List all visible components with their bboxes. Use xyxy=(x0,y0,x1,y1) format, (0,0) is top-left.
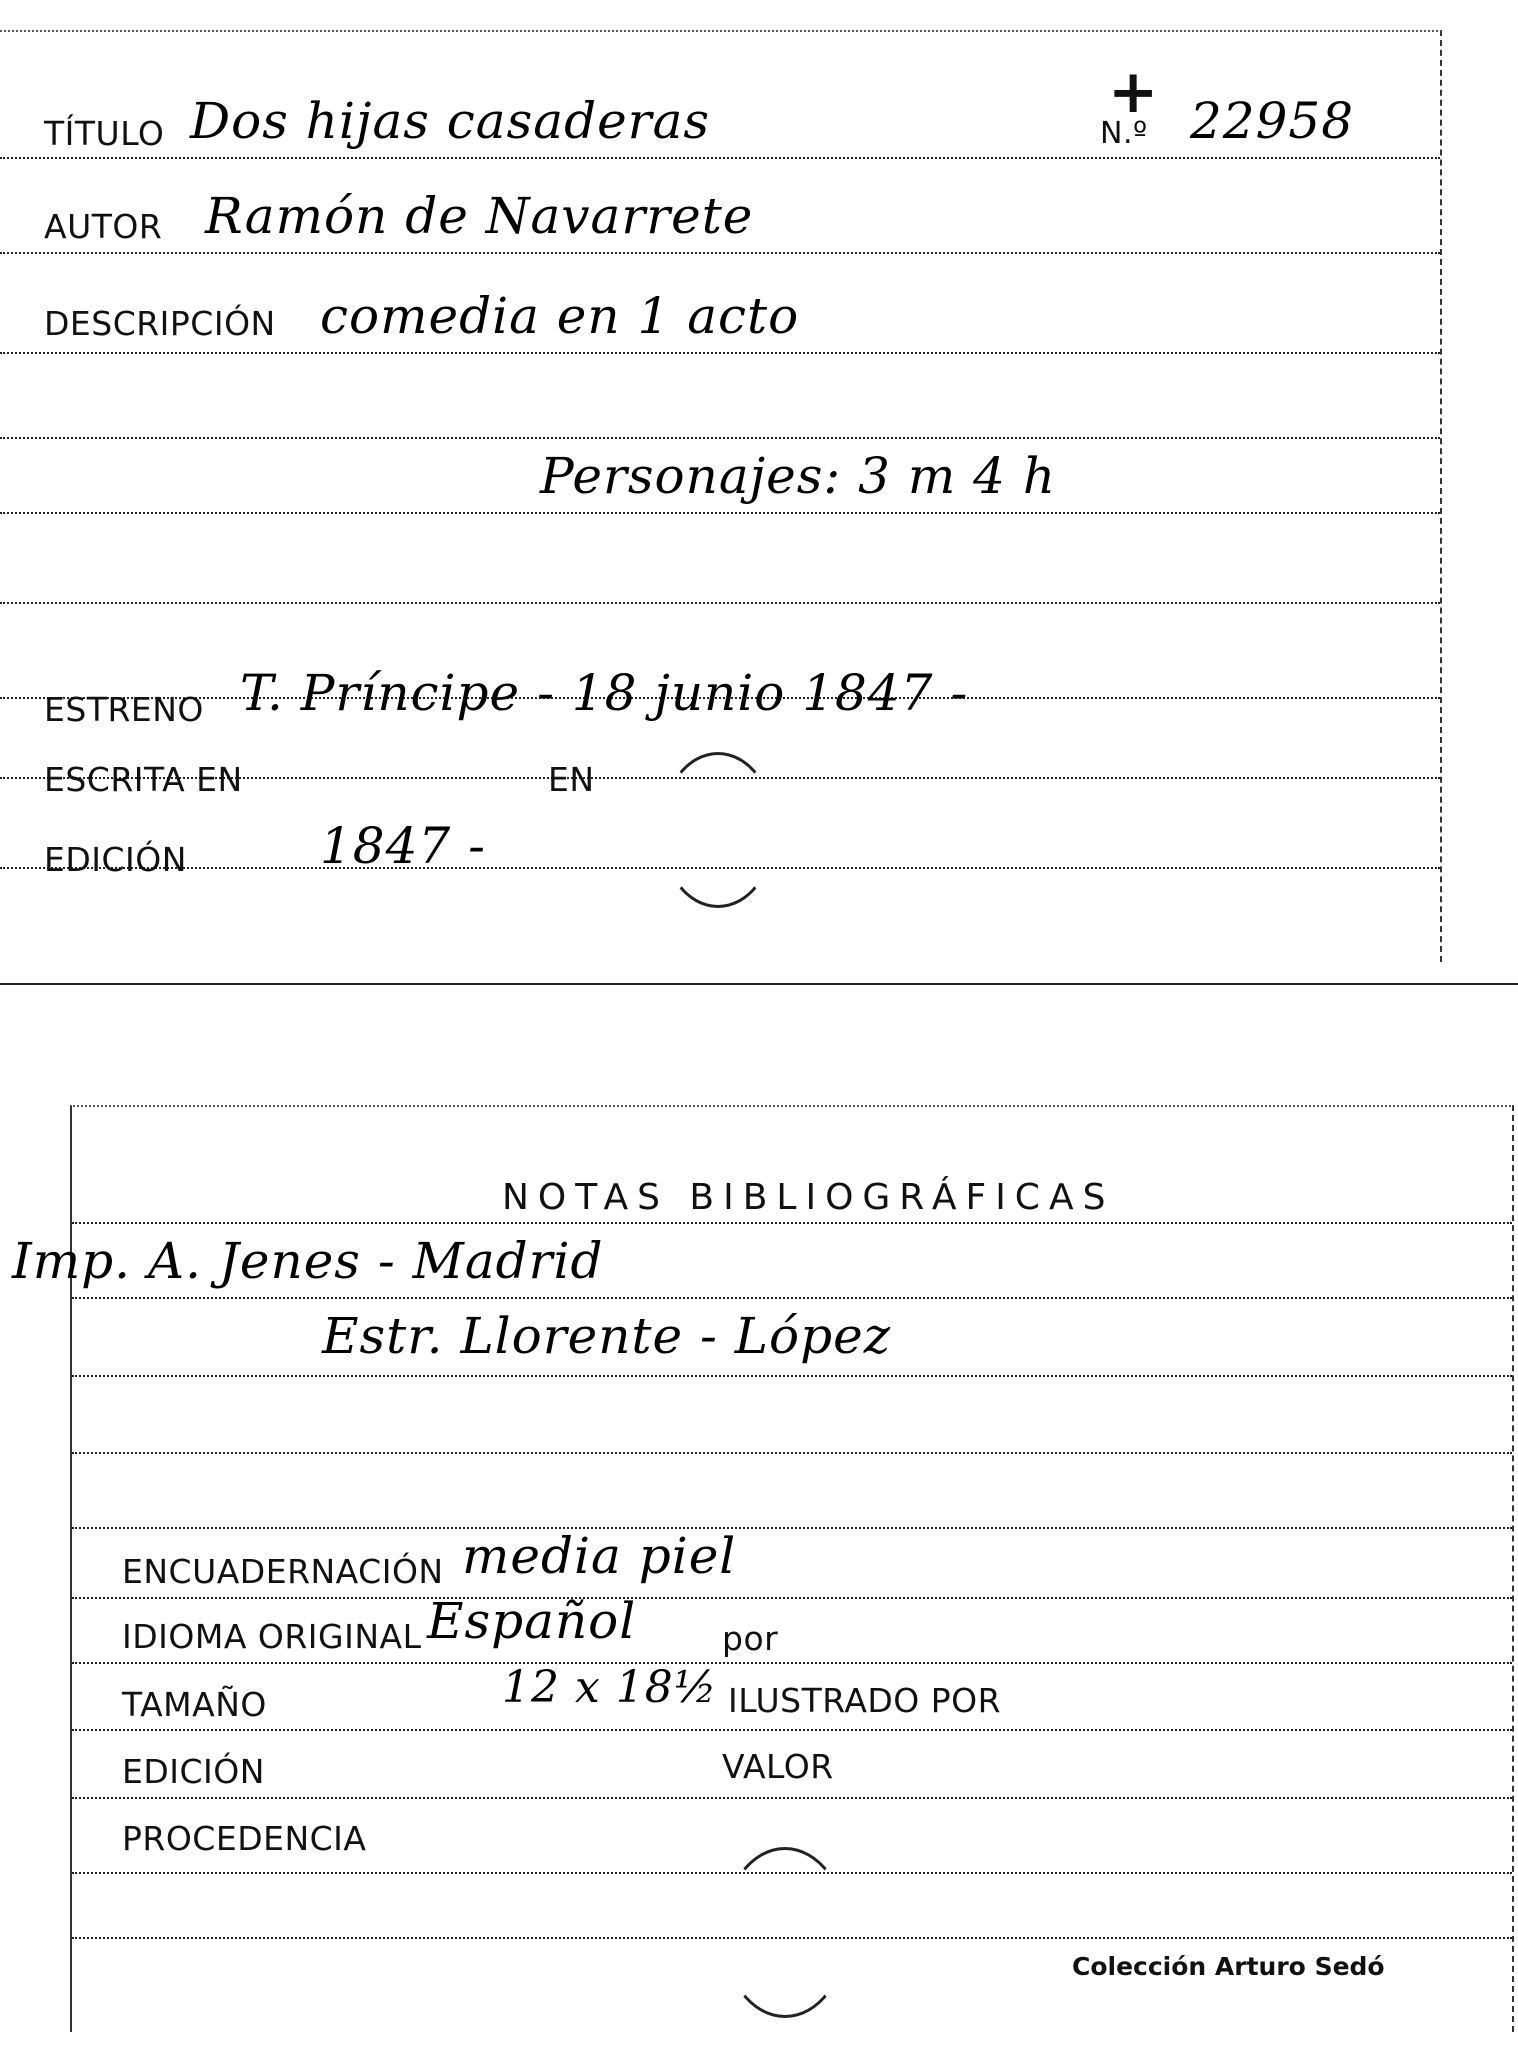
estreno-value: T. Príncipe - 18 junio 1847 - xyxy=(240,664,969,722)
idioma-label: IDIOMA ORIGINAL xyxy=(122,1617,422,1656)
note-imprenta: Imp. A. Jenes - Madrid xyxy=(12,1232,604,1290)
rule-line xyxy=(0,437,1440,439)
escrita-label: ESCRITA EN xyxy=(44,760,243,799)
ilustrado-label: ILUSTRADO POR xyxy=(728,1681,1002,1720)
rule-line xyxy=(72,1597,1512,1599)
edicion-label: EDICIÓN xyxy=(44,840,187,879)
coleccion-label: Colección Arturo Sedó xyxy=(1072,1952,1385,1981)
titulo-label: TÍTULO xyxy=(44,114,165,153)
valor-label: VALOR xyxy=(722,1747,834,1786)
personajes-value: Personajes: 3 m 4 h xyxy=(540,447,1057,505)
catalog-card-bottom xyxy=(12,1105,1514,2032)
idioma-value: Español xyxy=(427,1592,637,1650)
descripcion-value: comedia en 1 acto xyxy=(320,287,800,345)
encuadernacion-label: ENCUADERNACIÓN xyxy=(122,1552,444,1591)
rule-line xyxy=(72,1222,1512,1224)
tamano-label: TAMAÑO xyxy=(122,1685,267,1724)
rule-line xyxy=(72,1297,1512,1299)
rule-line xyxy=(0,512,1440,514)
rule-line xyxy=(0,157,1440,159)
procedencia-label: PROCEDENCIA xyxy=(122,1819,367,1858)
encuadernacion-value: media piel xyxy=(462,1527,737,1585)
autor-value: Ramón de Navarrete xyxy=(205,187,754,245)
catalog-card-top xyxy=(0,30,1442,962)
por-label: por xyxy=(722,1619,779,1658)
rule-line xyxy=(72,1729,1512,1731)
autor-label: AUTOR xyxy=(44,207,163,246)
punch-hole xyxy=(660,752,776,908)
en-label: EN xyxy=(548,760,595,799)
descripcion-label: DESCRIPCIÓN xyxy=(44,304,276,343)
edicion-value: 1847 - xyxy=(320,817,487,875)
rule-line xyxy=(0,602,1440,604)
tamano-value: 12 x 18½ xyxy=(502,1662,718,1713)
numero-value: 22958 xyxy=(1190,92,1355,150)
rule-line xyxy=(72,1797,1512,1799)
edicion-label-2: EDICIÓN xyxy=(122,1752,265,1791)
estreno-label: ESTRENO xyxy=(44,690,204,729)
cross-mark: + xyxy=(1108,57,1159,127)
titulo-value: Dos hijas casaderas xyxy=(190,92,711,150)
numero-label: N.º xyxy=(1100,116,1148,151)
rule-line xyxy=(0,352,1440,354)
rule-line xyxy=(0,252,1440,254)
rule-line xyxy=(72,1662,1512,1664)
punch-hole xyxy=(722,1847,848,2018)
note-estreno: Estr. Llorente - López xyxy=(322,1307,892,1365)
rule-line xyxy=(72,1452,1512,1454)
rule-line xyxy=(72,1375,1512,1377)
notas-heading: NOTAS BIBLIOGRÁFICAS xyxy=(502,1177,1115,1218)
card-separator xyxy=(0,983,1518,985)
rule-line xyxy=(72,1527,1512,1529)
